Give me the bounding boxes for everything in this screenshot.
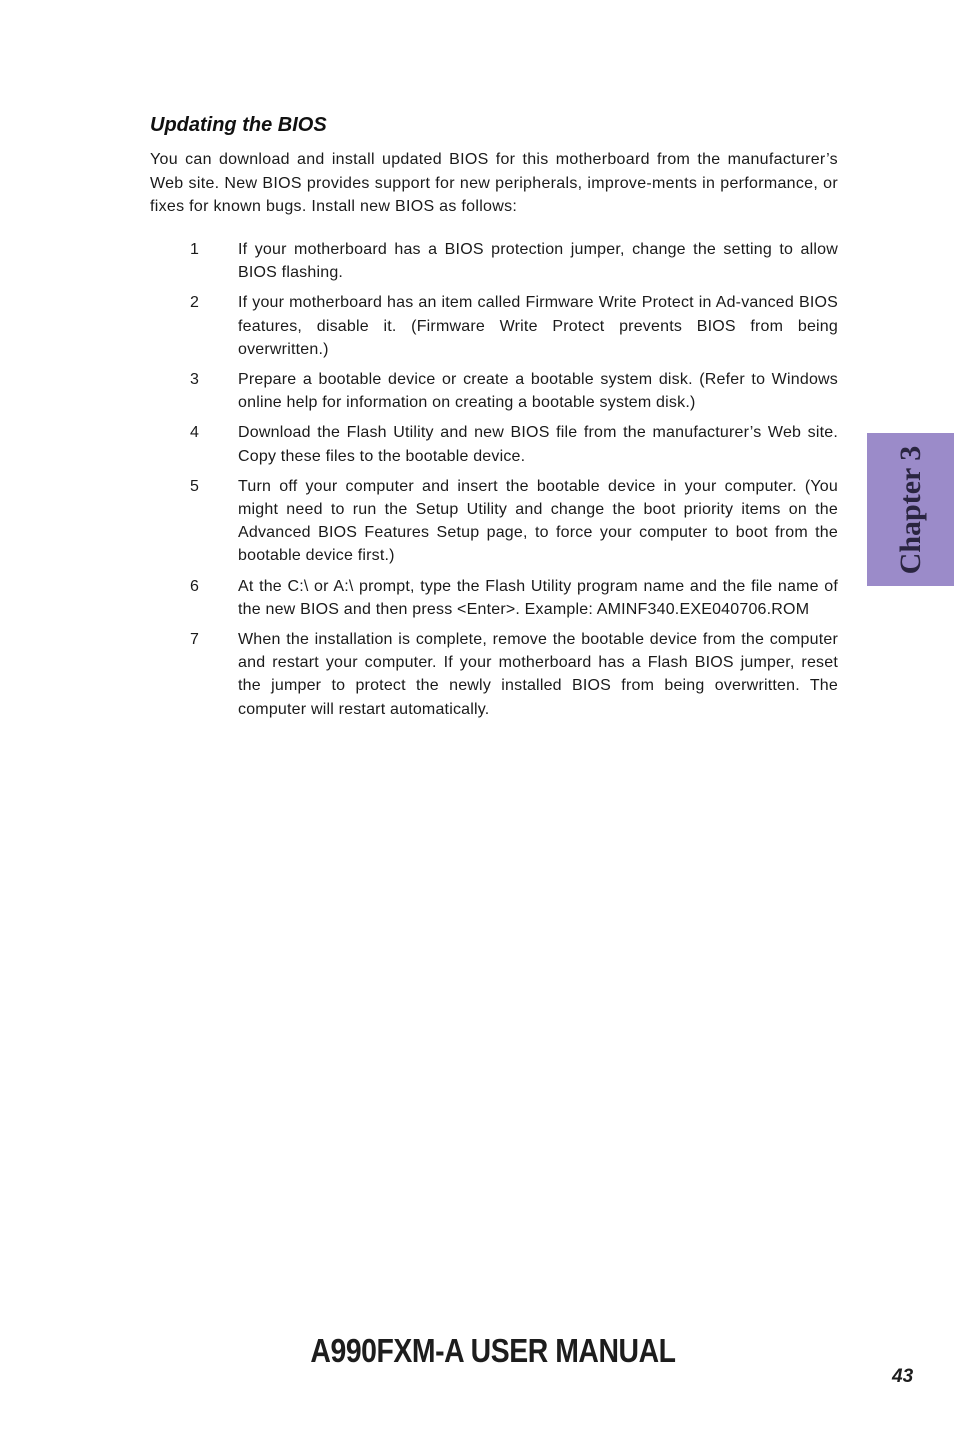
step-number: 1 [190,241,200,258]
step-number: 4 [190,424,200,442]
step-text: If your motherboard has an item called Firmware Write Protect in Ad-vanced BIOS features, disable it. (Firmware Write Protect prevents BIOS from being overwritten.) [238,294,838,358]
step-text: Turn off your computer and insert the bootable device in your computer. (You might need to run the Setup Utility and change the boot priority items on the Advanced BIOS Features Setup page, to force your computer to boot from the bootable device first.) [238,477,838,565]
step-item [190,475,838,568]
chapter-tab-label: Chapter 3 [893,445,927,574]
manual-title: A990FXM-A USER MANUAL [310,1332,676,1369]
step-item [190,575,838,621]
step-text: If your motherboard has a BIOS protection jumper, change the setting to allow BIOS flashing. [238,241,838,282]
step-text: Download the Flash Utility and new BIOS file from the manufacturer’s Web site. Copy these files to the bootable device. [238,424,838,465]
step-number: 7 [190,631,200,649]
step-item [190,238,838,284]
step-text: At the C:\ or A:\ prompt, type the Flash Utility program name and the file name of the new BIOS and then press <Enter>. Example: AMINF340.EXE040706.ROM [238,577,838,618]
step-number: 3 [190,371,200,389]
step-number: 6 [190,577,200,595]
page-number: 43 [892,1366,914,1387]
step-text: When the installation is complete, remove the bootable device from the computer and restart your computer. If your motherboard has a Flash BIOS jumper, reset the jumper to protect the newly installed BIOS from being overwritten. The computer will restart automatically. [238,631,838,718]
step-text: Prepare a bootable device or create a bootable system disk. (Refer to Windows online help for information on creating a bootable system disk.) [238,371,838,412]
step-item [190,421,838,467]
step-number: 5 [190,477,200,495]
step-number: 2 [190,294,200,312]
steps-list [190,238,838,728]
section-heading: Updating the BIOS [150,114,327,136]
step-item [190,291,838,361]
chapter-tab [867,433,954,586]
step-item [190,368,838,414]
step-item [190,628,838,721]
intro-paragraph: You can download and install updated BIOS for this motherboard from the manufacturer’s Web site. New BIOS provides support for new peripherals, improve-ments in performance, or fixes for known bugs. Install new BIOS as follows: [150,151,838,215]
